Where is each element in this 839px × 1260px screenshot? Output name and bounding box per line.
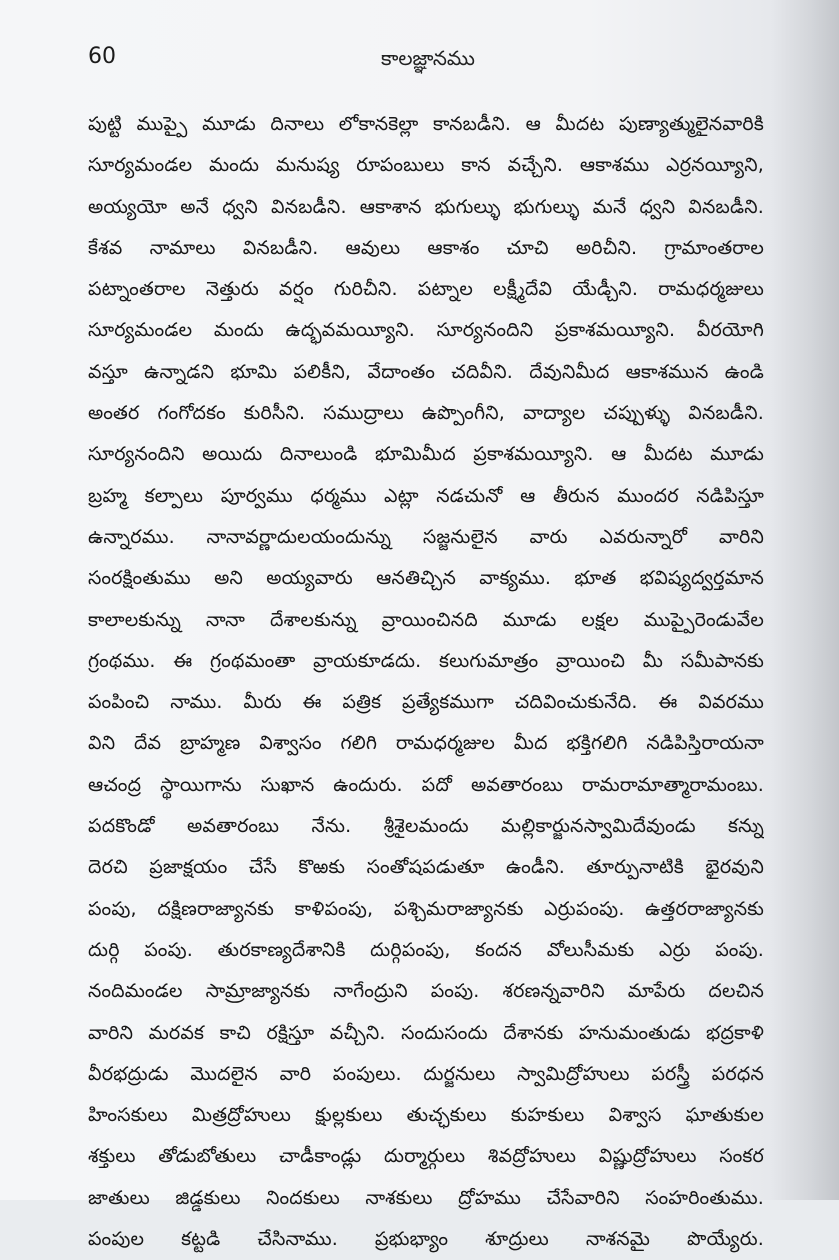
text-line: అయ్యయో అనే ధ్వని వినబడీని. ఆకాశాన భుగుల్ళు భుగుల్ళు మనే ధ్వని వినబడీని.	[88, 195, 764, 218]
text-line: గ్రంథము. ఈ గ్రంథమంతా వ్రాయకూడదు. కలుగుమాత్రం వ్రాయించి మీ సమీపానకు	[88, 649, 764, 672]
text-line: అంతర గంగోదకం కురిసీని. సముద్రాలు ఉప్పొంగీని, వాద్యాల చప్పుళ్ళు వినబడీని.	[88, 402, 764, 425]
text-line: పట్నాంతరాల నెత్తురు వర్షం గురిచీని. పట్నాల లక్ష్మీదేవి యేడ్చీని. రామధర్మజులు	[88, 278, 764, 301]
text-line: పంపు, దక్షిణరాజ్యానకు కాళిపంపు, పశ్చిమరాజ్యానకు ఎర్రుపంపు. ఉత్తరరాజ్యానకు	[88, 897, 764, 920]
text-line: దుర్గి పంపు. తురకాణ్యదేశానికి దుర్గిపంపు, కందన వోలుసీమకు ఎర్రు పంపు.	[88, 938, 764, 961]
page-number: 60	[88, 44, 116, 69]
text-line: ఆచంద్ర స్థాయిగాను సుఖాన ఉందురు. పదో అవతారంబు రామరామాత్మారామంబు.	[88, 773, 764, 796]
body-text	[88, 104, 764, 1260]
text-line: హింసకులు మిత్రద్రోహులు క్షుల్లకులు తుచ్ఛకులు కుహకులు విశ్వాస ఘాతుకుల	[88, 1104, 764, 1127]
text-line: కేశవ నామాలు వినబడీని. ఆవులు ఆకాశం చూచి అరిచీని. గ్రామాంతరాల	[88, 236, 764, 259]
text-line: సూర్యమండల మందు ఉద్భవమయ్యీని. సూర్యనందిని ప్రకాశమయ్యీని. వీరయోగి	[88, 319, 764, 342]
text-line: వీరభద్రుడు మొదలైన వారి పంపులు. దుర్జనులు స్వామిద్రోహులు పరస్త్రీ పరధన	[88, 1062, 764, 1085]
text-line: కాలాలకున్ను నానా దేశాలకున్ను వ్రాయించినది మూడు లక్షల ముప్పైరెండువేల	[88, 608, 764, 631]
text-line: సంరక్షింతుము అని అయ్యవారు ఆనతిచ్చిన వాక్యము. భూత భవిష్యద్వర్తమాన	[88, 567, 764, 590]
text-line: బ్రహ్మ కల్పాలు పూర్వము ధర్మము ఎట్లా నడచునో ఆ తీరున ముందర నడిపిస్తూ	[88, 484, 764, 507]
text-line: జాతులు జిడ్డకులు నిందకులు నాశకులు ద్రోహము చేసేవారిని సంహరింతుము.	[88, 1186, 764, 1209]
text-line: పుట్టి ముప్పై మూడు దినాలు లోకానకెల్లా కానబడీని. ఆ మీదట పుణ్యాత్ములైనవారికి	[88, 113, 764, 135]
text-line: విని దేవ బ్రాహ్మణ విశ్వాసం గలిగి రామధర్మజుల మీద భక్తిగలిగి నడిపిస్తిరాయనా	[88, 732, 764, 755]
text-line: నందిమండల సామ్రాజ్యానకు నాగేంద్రుని పంపు. శరణన్నవారిని మాపేరు దలచిన	[88, 980, 764, 1003]
page-edge-shadow	[769, 0, 839, 1200]
text-line: దెరచి ప్రజాక్షయం చేసే కొఱకు సంతోషపడుతూ ఉండీని. తూర్పునాటికి భైరవుని	[88, 856, 764, 879]
page-header	[88, 44, 768, 78]
running-title: కాలజ్ఞానము	[381, 46, 475, 70]
text-line: వస్తూ ఉన్నాడని భూమి పలికీని, వేదాంతం చదివీని. దేవునిమీద ఆకాశమున ఉండి	[88, 360, 764, 383]
text-line: శక్తులు తోడుబోతులు చాడీకాండ్లు దుర్మార్గులు శివద్రోహులు విష్ణుద్రోహులు సంకర	[88, 1145, 764, 1168]
text-line: సూర్యమండల మందు మనుష్య రూపంబులు కాన వచ్చేని. ఆకాశము ఎర్రనయ్యీని,	[88, 154, 764, 177]
text-line: సూర్యనందిని అయిదు దినాలుండి భూమిమీద ప్రకాశమయ్యీని. ఆ మీదట మూడు	[88, 443, 764, 466]
text-line: పదకొండో అవతారంబు నేను. శ్రీశైలమందు మల్లికార్జునస్వామిదేవుండు కన్ను	[88, 815, 764, 838]
text-line: పంపుల కట్టడి చేసినాము. ప్రభుభ్యాం శూద్రులు నాశనమై పొయ్యేరు.	[88, 1228, 764, 1251]
text-line: ఉన్నారము. నానావర్ణాదులయందున్ను సజ్జనులైన వారు ఎవరున్నారో వారిని	[88, 525, 764, 548]
text-line: పంపించి నాము. మీరు ఈ పత్రిక ప్రత్యేకముగా చదివించుకునేది. ఈ వివరము	[88, 691, 764, 714]
text-line: వారిని మరవక కాచి రక్షిస్తూ వచ్చీని. సందుసందు దేశానకు హనుమంతుడు భద్రకాళి	[88, 1021, 764, 1044]
